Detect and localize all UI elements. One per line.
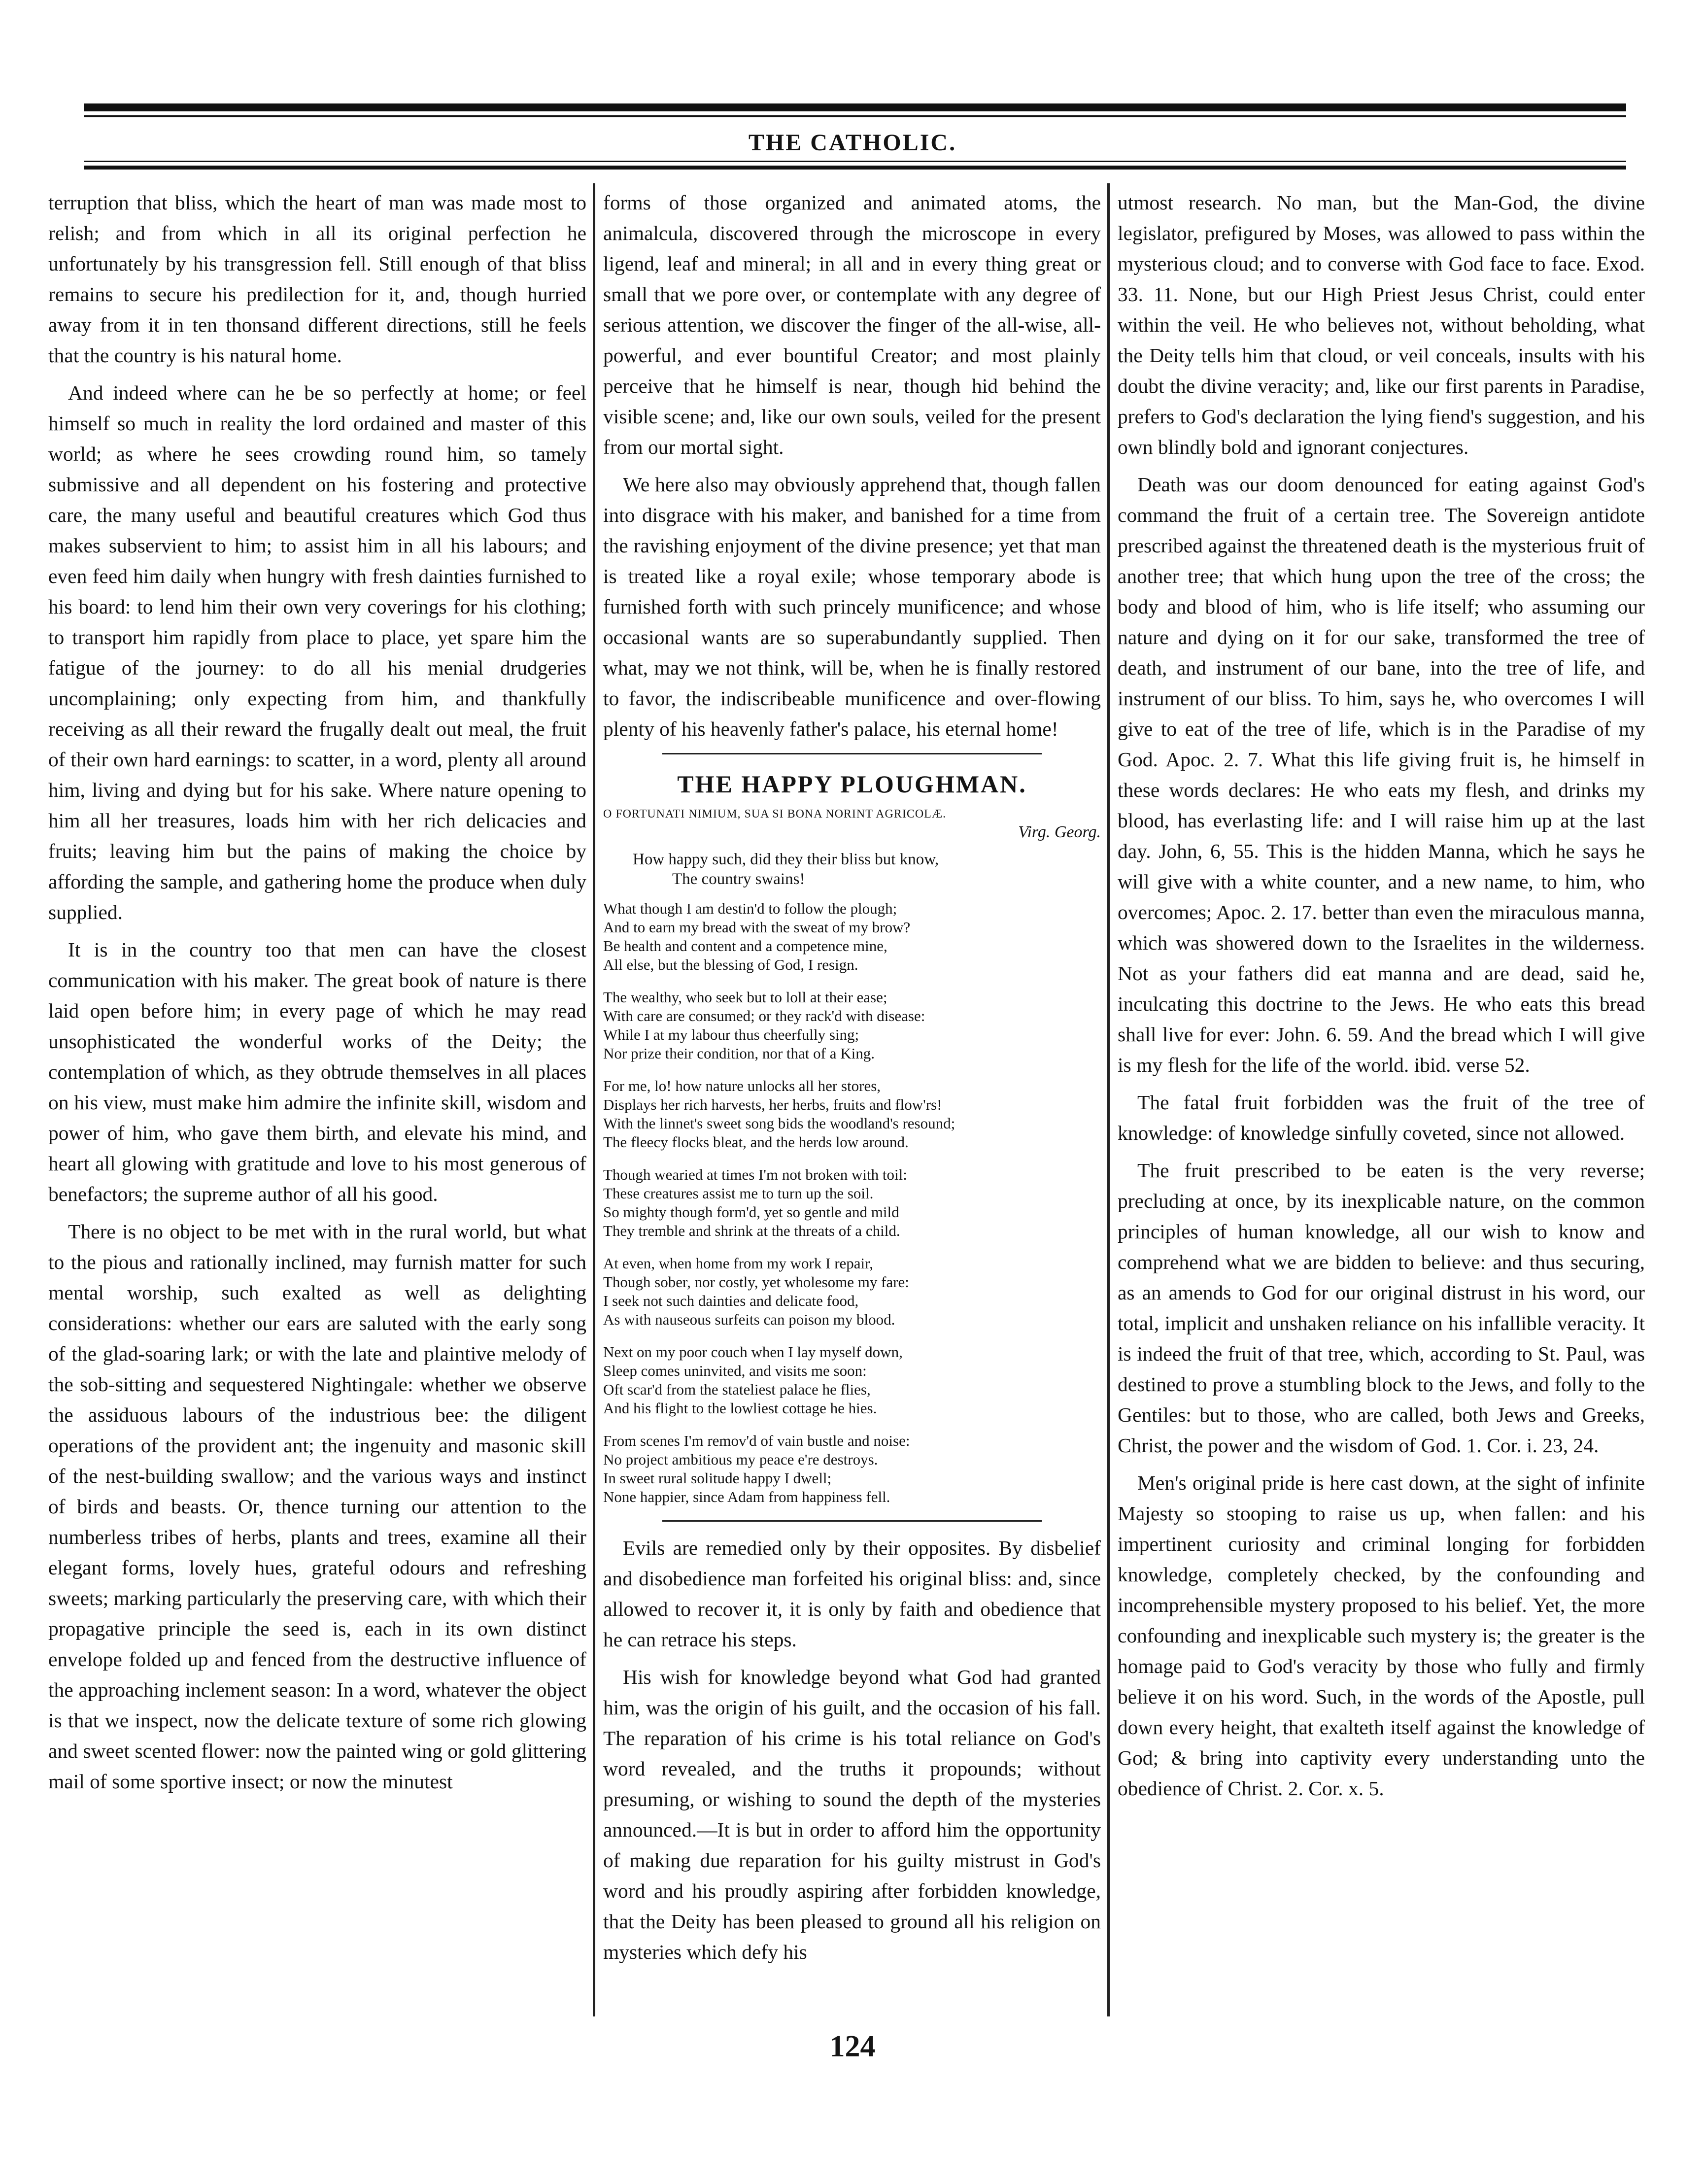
poem-line: I seek not such dainties and delicate food, (603, 1292, 859, 1309)
poem-motto-line: The country swains! (672, 870, 805, 888)
text-column-left (48, 187, 586, 1996)
poem-line: Displays her rich harvests, her herbs, fruits and flow'rs! (603, 1096, 942, 1113)
paragraph: forms of those organized and animated atoms, the animalcula, discovered through the microscope in every ligend, leaf and mineral; in all and in every thing great or small that we pore over, or contemplate with any degree of serious attention, we discover the finger of the all-wise, all-powerful, and ever bountiful Creator; and most plainly perceive that he himself is near, though hid behind the visible scene; and, like our own souls, veiled for the present from our mortal sight. (603, 191, 1101, 458)
poem-line: These creatures assist me to turn up the soil. (603, 1185, 874, 1202)
page-number: 124 (829, 2030, 876, 2063)
poem-line: Oft scar'd from the stateliest palace he flies, (603, 1381, 871, 1398)
poem-stanza (603, 899, 1101, 974)
poem-top-rule (662, 753, 1042, 754)
poem-stanza (603, 1343, 1101, 1418)
poem-line: None happier, since Adam from happiness fell. (603, 1488, 890, 1505)
title-underline-thin (84, 161, 1626, 162)
column-separator-left (593, 183, 595, 2016)
poem-line: With the linnet's sweet song bids the woodland's resound; (603, 1115, 955, 1132)
poem-line: While I at my labour thus cheerfully sing; (603, 1026, 859, 1043)
paragraph: The fruit prescribed to be eaten is the very reverse; precluding at once, by its inexplicable nature, on the common principles of human knowledge, all our wish to know and comprehend what we are bidden to believe: and thus securing, as an amends to God for our original distrust in his word, our total, implicit and unshaken reliance on his infallible veracity. It is indeed the fruit of that tree, which, according to St. Paul, was destined to prove a stumbling block to the Jews, and folly to the Gentiles: but to those, who are called, both Jews and Greeks, Christ, the power and the wisdom of God. 1. Cor. i. 23, 24. (1118, 1159, 1645, 1457)
paragraph: His wish for knowledge beyond what God had granted him, was the origin of his guilt, and the occasion of his fall. The reparation of his crime is his total reliance on God's word revealed, and the truths it propounds; without presuming, or wishing to sound the depth of the mysteries announced.—It is but in order to afford him the opportunity of making due reparation for his guilty mistrust in God's word and his proudly aspiring after forbidden knowledge, that the Deity has been pleased to ground all his religion on mysteries which defy his (603, 1666, 1101, 1963)
paragraph: Men's original pride is here cast down, at the sight of infinite Majesty so stooping to raise us up, when fallen: and his impertinent curiosity and criminal longing for forbidden knowledge, completely checked, by the confounding and incomprehensible mystery proposed to his belief. Yet, the more confounding and inexplicable such mystery is; the greater is the homage paid to God's veracity by those who fully and firmly believe it on his word. Such, in the words of the Apostle, pull down every height, that exalteth itself against the knowledge of God; & bring into captivity every understanding unto the obedience of Christ. 2. Cor. x. 5. (1118, 1471, 1645, 1800)
poem-stanza (603, 988, 1101, 1063)
poem-line: From scenes I'm remov'd of vain bustle and noise: (603, 1432, 910, 1449)
poem-stanza (603, 1077, 1101, 1152)
poem-line: Though sober, nor costly, yet wholesome my fare: (603, 1273, 909, 1291)
poem-bottom-rule (662, 1520, 1042, 1522)
poem-line: The wealthy, who seek but to loll at their ease; (603, 989, 887, 1006)
running-title: THE CATHOLIC. (748, 130, 957, 156)
poem-line: Be health and content and a competence mine, (603, 937, 887, 955)
poem-line: Though wearied at times I'm not broken with toil: (603, 1166, 907, 1183)
poem-line: What though I am destin'd to follow the plough; (603, 900, 897, 917)
text-column-right (1118, 187, 1645, 1996)
paragraph: utmost research. No man, but the Man-God, the divine legislator, prefigured by Moses, was allowed to pass within the mysterious cloud; and to converse with God face to face. Exod. 33. 11. None, but our High Priest Jesus Christ, could enter within the veil. He who believes not, without beholding, what the Deity tells him that cloud, or veil conceals, insults with his doubt the divine veracity; and, like our first parents in Paradise, prefers to God's declaration the lying fiend's suggestion, and his own blindly bold and ignorant conjectures. (1118, 191, 1645, 458)
poem-line: So mighty though form'd, yet so gentle and mild (603, 1203, 899, 1221)
poem-stanza (603, 1165, 1101, 1240)
poem-epigraph: O FORTUNATI NIMIUM, SUA SI BONA NORINT AGRICOLÆ. (603, 808, 947, 820)
column-separator-right (1107, 183, 1110, 2016)
poem-line: Sleep comes uninvited, and visits me soon: (603, 1362, 867, 1379)
poem-line: As with nauseous surfeits can poison my blood. (603, 1311, 895, 1328)
poem (603, 753, 1101, 1522)
paragraph: There is no object to be met with in the rural world, but what to the pious and rationally inclined, may furnish matter for such mental worship, such exalted as well as delighting considerations: whether our ears are saluted with the early song of the glad-soaring lark; or with the late and plaintive melody of the sob-sitting and sequestered Nightingale: whether we observe the assiduous labours of the industrious bee: the diligent operations of the provident ant; the ingenuity and masonic skill of the nest-building swallow; and the various ways and instinct of birds and beasts. Or, thence turning our attention to the numberless tribes of herbs, plants and trees, examine all their elegant forms, lovely hues, grateful odours and refreshing sweets; marking particularly the preserving care, with which their propagative principle the seed is, each in its own distinct envelope folded up and fenced from the destructive influence of the approaching inclement season: In a word, whatever the object is that we inspect, now the delicate texture of some rich glowing and sweet scented flower: now the painted wing or gold glittering mail of some sportive insect; or now the minutest (48, 1220, 586, 1793)
poem-line: Next on my poor couch when I lay myself down, (603, 1343, 903, 1361)
header-thick-rule (84, 103, 1626, 111)
paragraph: terruption that bliss, which the heart of man was made most to relish; and from which in all its original perfection he unfortunately by his transgression fell. Still enough of that bliss remains to secure his predilection for it, and, though hurried away from it in ten thonsand different directions, still he feels that the country is his natural home. (48, 191, 586, 367)
poem-line: For me, lo! how nature unlocks all her stores, (603, 1077, 881, 1094)
poem-line: And to earn my bread with the sweat of my brow? (603, 919, 911, 936)
paragraph: We here also may obviously apprehend that, though fallen into disgrace with his maker, and banished for a time from the ravishing enjoyment of the divine presence; yet that man is treated like a royal exile; whose temporary abode is furnished forth with such princely munificence; and whose occasional wants are so superabundantly supplied. Then what, may we not think, will be, when he is finally restored to favor, the indiscribeable munificence and over-flowing plenty of his heavenly father's palace, his eternal home! (603, 473, 1101, 740)
paragraph: Evils are remedied only by their opposites. By disbelief and disobedience man forfeited his original bliss: and, since allowed to recover it, it is only by faith and obedience that he can retrace his steps. (603, 1536, 1101, 1651)
poem-line: The fleecy flocks bleat, and the herds low around. (603, 1133, 909, 1151)
paragraph: Death was our doom denounced for eating against God's command the fruit of a certain tree. The Sovereign antidote prescribed against the threatened death is the mysterious fruit of another tree; that which hung upon the tree of the cross; the body and blood of him, who is life itself; who assuming our nature and dying on it for our sake, transformed the tree of death, and instrument of our bane, into the tree of life, and instrument of our bliss. To him, says he, who overcomes I will give to eat of the tree of life, which is in the Paradise of my God. Apoc. 2. 7. What this life giving fruit is, he himself in these words declares: He who eats my flesh, and drinks my blood, has everlasting life: and I will raise him up at the last day. John, 6, 55. This is the hidden Manna, which he says he will give with a white counter, and a new name, to him, who overcomes; Apoc. 2. 17. better than even the miraculous manna, which was showered down to the Israelites in the wilderness. Not as your fathers did eat manna and are dead, said he, inculcating this doctrine to the Jews. He who eats this bread shall live for ever: John. 6. 59. And the bread which I will give is my flesh for the life of the world. ibid. verse 52. (1118, 473, 1645, 1076)
paragraph: And indeed where can he be so perfectly at home; or feel himself so much in reality the lord ordained and master of this world; as where he sees crowding round him, so tamely submissive and all dependent on his fostering and protective care, the many useful and beautiful creatures which God thus makes subservient to him; to assist him in all his labours; and even feed him daily when hungry with fresh dainties furnished to his board: to lend him their own very coverings for his clothing; to transport him rapidly from place to place, yet spare him the fatigue of the journey: to do all his menial drudgeries uncomplaining; only expecting from him, and thankfully receiving as all their reward the frugally dealt out meal, the fruit of their own hard earnings: to scatter, in a word, plenty all around him, living and dying but for his sake. Where nature opening to him all her treasures, loads him with her rich delicacies and fruits; leaving him but the pains of making the choice by affording the sample, and gathering home the produce when duly supplied. (48, 381, 586, 923)
poem-line: No project ambitious my peace e're destroys. (603, 1451, 878, 1468)
text-column-middle (603, 187, 1101, 1996)
poem-line: They tremble and shrink at the threats of a child. (603, 1222, 900, 1239)
poem-line: All else, but the blessing of God, I resign. (603, 956, 858, 973)
paragraph: The fatal fruit forbidden was the fruit of the tree of knowledge: of knowledge sinfully coveted, since not allowed. (1118, 1091, 1645, 1144)
poem-epigraph-source: Virg. Georg. (1018, 823, 1101, 841)
poem-line: Nor prize their condition, nor that of a King. (603, 1045, 875, 1062)
poem-title: THE HAPPY PLOUGHMAN. (677, 770, 1027, 798)
poem-line: At even, when home from my work I repair, (603, 1255, 873, 1272)
poem-stanza (603, 1432, 1101, 1506)
poem-line: With care are consumed; or they rack'd with disease: (603, 1007, 925, 1024)
title-underline (84, 166, 1626, 170)
poem-motto-line: How happy such, did they their bliss but know, (633, 851, 939, 868)
poem-line: And his flight to the lowliest cottage he hies. (603, 1399, 877, 1417)
header-thin-rule (84, 115, 1626, 117)
paragraph: It is in the country too that men can have the closest communication with his maker. The great book of nature is there laid open before him; in every page of which he may read unsophisticated the wonderful works of the Deity; the contemplation of which, as they obtrude themselves in all places on his view, must make him admire the infinite skill, wisdom and power of him, who gave them birth, and elevate his mind, and heart all glowing with gratitude and love to his most generous of benefactors; the supreme author of all his good. (48, 938, 586, 1205)
poem-stanza (603, 1254, 1101, 1329)
poem-line: In sweet rural solitude happy I dwell; (603, 1469, 832, 1487)
